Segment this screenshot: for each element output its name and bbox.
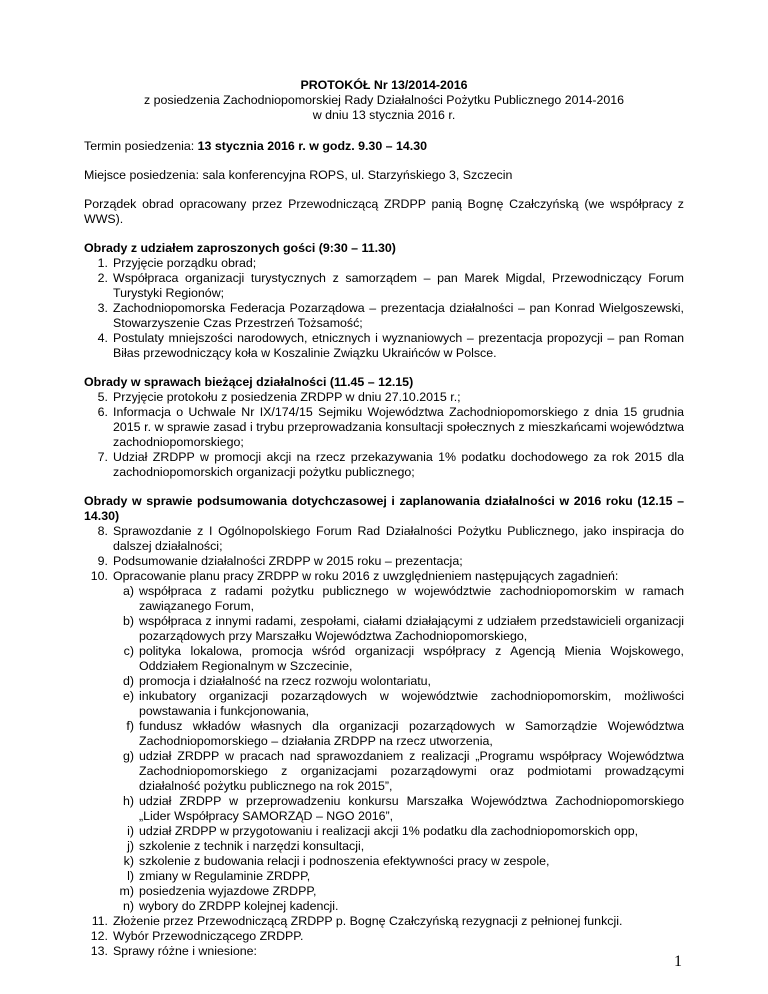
subitem-letter: i) <box>127 824 134 838</box>
subitem-letter: f) <box>126 719 134 733</box>
agenda-subitem <box>84 869 684 884</box>
subitem-text: współpraca z radami pożytku publicznego w województwie zachodniopomorskim w ramach zawiązanego Forum, <box>139 584 684 613</box>
meeting-time <box>84 139 684 154</box>
agenda-item <box>84 929 684 944</box>
subitem-text: zmiany w Regulaminie ZRDPP, <box>139 869 311 883</box>
subitem-text: udział ZRDPP w pracach nad sprawozdaniem z realizacji „Programu współpracy Województwa Zachodniopomorskiego z organizacjami pozarządowymi oraz podmiotami prowadzącymi działalność pożytku publicznego na rok 2015”, <box>139 749 684 793</box>
item-text: Informacja o Uchwale Nr IX/174/15 Sejmiku Województwa Zachodniopomorskiego z dnia 15 grudnia 2015 r. w sprawie zasad i trybu przeprowadzania konsultacji społecznych z mieszkańcami województwa zachodniopomorskiego; <box>113 405 684 449</box>
agenda-subitem <box>84 854 684 869</box>
agenda-subitem <box>84 899 684 914</box>
subitem-letter: m) <box>119 884 134 898</box>
subitem-text: polityka lokalowa, promocja wśród organizacji współpracy z Agencją Mienia Wojskowego, Oddziałem Regionalnym w Szczecinie, <box>139 644 684 673</box>
agenda-list <box>84 390 684 480</box>
agenda-item <box>84 914 684 929</box>
agenda-item <box>84 271 684 301</box>
item-number: 1. <box>97 256 108 270</box>
agenda-section-1 <box>84 241 684 361</box>
item-text: Sprawy różne i wniesione: <box>113 944 257 958</box>
section-title: Obrady w sprawie podsumowania dotychczasowej i zaplanowania działalności w 2016 roku (12.15 – 14.30) <box>84 494 684 523</box>
item-number: 11. <box>91 914 108 928</box>
subitem-letter: c) <box>123 644 134 658</box>
item-number: 13. <box>90 944 108 958</box>
item-number: 6. <box>97 405 108 419</box>
subitem-letter: h) <box>122 794 134 808</box>
item-number: 4. <box>97 331 108 345</box>
item-text: Przyjęcie porządku obrad; <box>113 256 257 270</box>
section-title: Obrady z udziałem zaproszonych gości (9:30 – 11.30) <box>84 241 396 255</box>
subitem-letter: g) <box>122 749 134 763</box>
item-number: 8. <box>97 524 108 538</box>
item-number: 9. <box>97 554 108 568</box>
subitem-letter: d) <box>122 674 134 688</box>
subitem-text: szkolenie z technik i narzędzi konsultacji, <box>139 839 365 853</box>
agenda-item <box>84 450 684 480</box>
item-number: 3. <box>97 301 108 315</box>
item-text: Opracowanie planu pracy ZRDPP w roku 2016 z uwzględnieniem następujących zagadnień: <box>113 569 619 583</box>
agenda-subitem <box>84 884 684 899</box>
meeting-place: Miejsce posiedzenia: sala konferencyjna ROPS, ul. Starzyńskiego 3, Szczecin <box>84 168 513 182</box>
subitem-letter: j) <box>127 839 134 853</box>
item-text: Złożenie przez Przewodniczącą ZRDPP p. Bognę Czałczyńską rezygnacji z pełnionej funkcji. <box>113 914 623 928</box>
meeting-time-label: Termin posiedzenia: <box>84 139 198 153</box>
subitem-text: udział ZRDPP w przygotowaniu i realizacji akcji 1% podatku dla zachodniopomorskich opp, <box>139 824 639 838</box>
subitem-text: posiedzenia wyjazdowe ZRDPP, <box>139 884 317 898</box>
agenda-section-3 <box>84 494 684 959</box>
agenda-subitem <box>84 794 684 824</box>
subitem-text: promocja i działalność na rzecz rozwoju wolontariatu, <box>139 674 432 688</box>
subitem-letter: l) <box>127 869 134 883</box>
agenda-sublist <box>84 584 684 914</box>
agenda-item <box>84 390 684 405</box>
subitem-letter: a) <box>122 584 134 598</box>
item-text: Udział ZRDPP w promocji akcji na rzecz przekazywania 1% podatku dochodowego za rok 2015 dla zachodniopomorskich organizacji pożytku publicznego; <box>113 450 684 479</box>
subitem-text: inkubatory organizacji pozarządowych w województwie zachodniopomorskim, możliwości powstawania i funkcjonowania, <box>139 689 684 718</box>
agenda-subitem <box>84 584 684 614</box>
subitem-letter: k) <box>123 854 134 868</box>
item-number: 10. <box>90 569 108 583</box>
subitem-text: szkolenie z budowania relacji i podnoszenia efektywności pracy w zespole, <box>139 854 550 868</box>
agenda-subitem <box>84 824 684 839</box>
agenda-item <box>84 524 684 554</box>
subitem-letter: e) <box>122 689 134 703</box>
agenda-subitem <box>84 839 684 854</box>
agenda-subitem <box>84 719 684 749</box>
agenda-section-2 <box>84 375 684 480</box>
item-text: Zachodniopomorska Federacja Pozarządowa – prezentacja działalności – pan Konrad Wielgoszewski, Stowarzyszenie Czas Przestrzeń Tożsamość; <box>113 301 684 330</box>
item-number: 12. <box>90 929 108 943</box>
item-number: 2. <box>97 271 108 285</box>
document-subtitle: z posiedzenia Zachodniopomorskiej Rady Działalności Pożytku Publicznego 2014-2016 <box>143 93 625 107</box>
meeting-time-value: 13 stycznia 2016 r. w godz. 9.30 – 14.30 <box>197 139 428 153</box>
page-number: 1 <box>674 953 682 970</box>
agenda-item <box>84 944 684 959</box>
item-text: Przyjęcie protokołu z posiedzenia ZRDPP w dniu 27.10.2015 r.; <box>113 390 461 404</box>
subitem-text: wybory do ZRDPP kolejnej kadencji. <box>139 899 339 913</box>
agenda-subitem <box>84 674 684 689</box>
agenda-subitem <box>84 689 684 719</box>
subitem-letter: b) <box>122 614 134 628</box>
item-text: Podsumowanie działalności ZRDPP w 2015 roku – prezentacja; <box>113 554 463 568</box>
agenda-intro: Porządek obrad opracowany przez Przewodniczącą ZRDPP panią Bognę Czałczyńską (we współpracy z WWS). <box>84 197 684 226</box>
agenda-list <box>84 256 684 361</box>
item-text: Wybór Przewodniczącego ZRDPP. <box>113 929 304 943</box>
agenda-item <box>84 569 684 914</box>
document-date: w dniu 13 stycznia 2016 r. <box>312 108 456 122</box>
document-title: PROTOKÓŁ Nr 13/2014-2016 <box>300 78 468 92</box>
item-number: 7. <box>97 450 108 464</box>
section-title: Obrady w sprawach bieżącej działalności (11.45 – 12.15) <box>84 375 414 389</box>
agenda-subitem <box>84 644 684 674</box>
subitem-text: współpraca z innymi radami, zespołami, ciałami działającymi z udziałem przedstawicieli organizacji pozarządowych przy Marszałku Województwa Zachodniopomorskiego, <box>139 614 684 643</box>
document-header <box>84 78 684 123</box>
item-text: Postulaty mniejszości narodowych, etnicznych i wyznaniowych – prezentacja propozycji – pan Roman Biłas przewodniczący koła w Koszalinie Związku Ukraińców w Polsce. <box>113 331 684 360</box>
subitem-text: udział ZRDPP w przeprowadzeniu konkursu Marszałka Województwa Zachodniopomorskiego „Lider Współpracy SAMORZĄD – NGO 2016”, <box>139 794 684 823</box>
agenda-item <box>84 405 684 450</box>
subitem-letter: n) <box>122 899 134 913</box>
item-text: Współpraca organizacji turystycznych z samorządem – pan Marek Migdal, Przewodniczący Forum Turystyki Regionów; <box>113 271 684 300</box>
agenda-item <box>84 256 684 271</box>
subitem-text: fundusz wkładów własnych dla organizacji pozarządowych w Samorządzie Województwa Zachodniopomorskiego – działania ZRDPP na rzecz utworzenia, <box>139 719 684 748</box>
item-number: 5. <box>97 390 108 404</box>
agenda-item <box>84 331 684 361</box>
agenda-item <box>84 554 684 569</box>
agenda-subitem <box>84 749 684 794</box>
agenda-list <box>84 524 684 959</box>
item-text: Sprawozdanie z I Ogólnopolskiego Forum Rad Działalności Pożytku Publicznego, jako inspiracja do dalszej działalności; <box>113 524 684 553</box>
agenda-subitem <box>84 614 684 644</box>
agenda-item <box>84 301 684 331</box>
